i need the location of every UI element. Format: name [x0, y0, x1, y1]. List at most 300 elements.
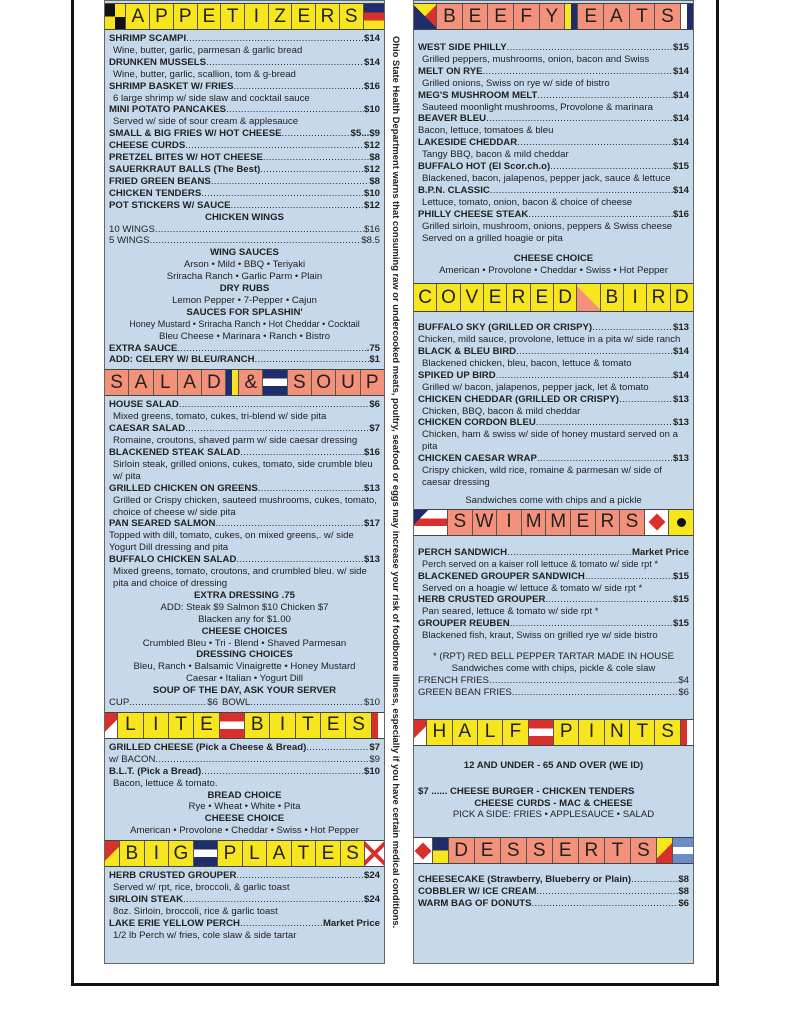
- item-name: GRILLED CHICKEN ON GREENS: [109, 482, 258, 494]
- item-price: $8: [678, 886, 689, 898]
- menu-item: [418, 185, 689, 197]
- item-name: LAKESIDE CHEDDAR: [418, 137, 518, 149]
- soup-title: SOUP OF THE DAY, ASK YOUR SERVER: [152, 685, 337, 697]
- item-name: GRILLED CHEESE (Pick a Cheese & Bread): [109, 741, 307, 753]
- title-letter: B: [245, 713, 270, 738]
- menu-item: [418, 161, 689, 173]
- item-desc: Served w/ side of sour cream & applesauce: [113, 116, 299, 128]
- item-price: Market Price: [631, 546, 689, 558]
- title-letter: H: [427, 720, 452, 745]
- title-letter: A: [178, 370, 202, 395]
- item-price: $14: [363, 33, 380, 44]
- item-price: $14: [672, 184, 689, 196]
- salmon-triangle-flag-icon: [577, 284, 600, 311]
- title-letter: L: [243, 841, 268, 866]
- item-desc: Blackened fish, kraut, Swiss on grilled rye w/ side bistro: [422, 630, 658, 642]
- item-desc: Chicken, ham & swiss w/ side of honey mustard served on a pita: [422, 429, 678, 453]
- title-letter: S: [655, 720, 680, 745]
- cheese-line: American • Provolone • Cheddar • Swiss • Hot Pepper: [130, 825, 359, 837]
- red-cross-flag-icon: [365, 841, 384, 866]
- item-name: WEST SIDE PHILLY: [418, 42, 507, 53]
- item-name: BEAVER BLEU: [418, 113, 487, 125]
- menu-item: [109, 554, 380, 566]
- item-name: LAKE ERIE YELLOW PERCH: [109, 917, 240, 929]
- red-triangle-flag-icon: [105, 713, 118, 738]
- item-price: $13: [672, 393, 689, 405]
- item-price: $15: [672, 618, 689, 630]
- title-letter: E: [553, 838, 579, 863]
- item-name: WARM BAG OF DONUTS: [418, 898, 532, 910]
- item-desc: Sauteed moonlight mushrooms, Provolone & marinara: [422, 101, 653, 113]
- title-letter: W: [473, 510, 498, 535]
- title-letter: S: [341, 841, 366, 866]
- title-letter: E: [571, 510, 596, 535]
- menu-item: [418, 874, 689, 886]
- title-letter: B: [601, 284, 624, 311]
- title-letter: D: [202, 370, 226, 395]
- item-name: HOUSE SALAD: [109, 399, 179, 411]
- item-name: PERCH SANDWICH: [418, 546, 508, 558]
- title-letter: E: [463, 4, 489, 29]
- sauces-line: Arson • Mild • BBQ • Teriyaki: [183, 259, 306, 271]
- title-letter: P: [554, 720, 579, 745]
- item-name: SPIKED UP BIRD: [418, 369, 496, 381]
- title-letter: I: [497, 510, 522, 535]
- title-letter: P: [218, 841, 243, 866]
- item-name: SHRIMP BASKET W/ FRIES: [109, 80, 234, 92]
- menu-item: [418, 346, 689, 358]
- item-price: $9: [369, 753, 380, 765]
- cup-label: CUP: [109, 697, 130, 709]
- title-letter: D: [449, 838, 475, 863]
- desserts-list: [414, 864, 693, 910]
- menu-item: [109, 447, 380, 459]
- title-letter: D: [554, 284, 577, 311]
- item-price: $16: [363, 80, 380, 92]
- sauces-line: Sriracha Ranch • Garlic Parm • Plain: [166, 271, 323, 283]
- title-letter: T: [221, 4, 245, 29]
- item-name: EXTRA SAUCE: [109, 342, 178, 354]
- item-price: Market Price: [322, 917, 380, 929]
- lite-bites-header: [105, 712, 384, 739]
- item-price: $10: [363, 765, 380, 777]
- item-name: B.L.T. (Pick a Bread): [109, 765, 202, 777]
- title-letter: P: [174, 4, 198, 29]
- item-price: $16: [363, 223, 380, 235]
- title-letter: E: [488, 4, 514, 29]
- menu-item: [109, 766, 380, 778]
- item-name: PRETZEL BITES W/ HOT CHEESE: [109, 152, 263, 164]
- menu-item: [109, 399, 380, 411]
- item-price: $13: [672, 417, 689, 429]
- item-name: CAESAR SALAD: [109, 423, 186, 435]
- item-desc: Romaine, croutons, shaved parm w/ side caesar dressing: [113, 435, 358, 447]
- add-line: ADD: Steak $9 Salmon $10 Chicken $7: [160, 601, 329, 613]
- menu-item: [418, 898, 689, 910]
- rubs-line: Lemon Pepper • 7-Pepper • Cajun: [172, 294, 317, 306]
- item-price: $13: [672, 453, 689, 465]
- red-white-flag-icon: [529, 720, 554, 745]
- item-desc: Topped with dill, tomato, cukes, on mixed greens,. w/ side Yogurt Dill dressing and pita: [109, 530, 354, 554]
- appetizers-header: [105, 3, 384, 30]
- menu-item: [109, 188, 380, 200]
- menu-item: [109, 343, 380, 355]
- item-price: $4: [678, 674, 689, 686]
- title-letter: &: [239, 370, 263, 395]
- title-letter: E: [198, 4, 222, 29]
- splash-title: SAUCES FOR SPLASHIN': [186, 306, 303, 318]
- item-price: $15: [672, 42, 689, 53]
- item-desc: Crispy chicken, wild rice, romaine & parmesan w/ side of caesar dressing: [422, 465, 662, 488]
- item-price: $1: [369, 354, 380, 366]
- item-name: w/ BACON: [109, 753, 156, 765]
- title-letter: E: [316, 841, 341, 866]
- title-letter: R: [647, 284, 670, 311]
- item-name: SAUERKRAUT BALLS (The Best): [109, 163, 261, 175]
- title-letter: T: [292, 841, 317, 866]
- title-letter: R: [316, 4, 340, 29]
- item-name: 10 WINGS: [109, 223, 155, 235]
- title-letter: M: [522, 510, 547, 535]
- item-name: MEG'S MUSHROOM MELT: [418, 89, 538, 101]
- blacken-line: Blacken any for $1.00: [198, 613, 291, 625]
- title-letter: Z: [269, 4, 293, 29]
- title-letter: T: [630, 720, 655, 745]
- title-letter: B: [437, 4, 463, 29]
- menu-item: [109, 235, 380, 247]
- item-name: GREEN BEAN FRIES: [418, 686, 512, 698]
- menu-item: [109, 742, 380, 754]
- menu-item: [418, 687, 689, 699]
- sauces-title: WING SAUCES: [210, 247, 279, 259]
- rubs-title: DRY RUBS: [219, 283, 270, 295]
- menu-item: [109, 354, 380, 366]
- blue-white-flag-icon: [673, 838, 693, 863]
- sandwich-note: Sandwiches come with chips, pickle & cole slaw: [451, 662, 656, 674]
- title-letter: S: [501, 838, 527, 863]
- kids-line: $7 ...... CHEESE BURGER - CHICKEN TENDERS: [418, 785, 635, 797]
- white-blue-flag-icon: [681, 4, 693, 29]
- title-letter: P: [361, 370, 384, 395]
- menu-item: [109, 128, 380, 140]
- red-square-flag-icon: [681, 720, 693, 745]
- title-letter: R: [579, 838, 605, 863]
- menu-item: [418, 209, 689, 221]
- item-name: BUFFALO CHICKEN SALAD: [109, 554, 237, 566]
- title-letter: R: [507, 284, 530, 311]
- cheese-line: Crumbled Bleu • Tri - Blend • Shaved Parmesan: [142, 637, 347, 649]
- item-name: ADD: CELERY W/ BLEU/RANCH: [109, 354, 255, 366]
- item-desc: Served on a hoagie w/ lettuce & tomato w/ side rpt *: [422, 582, 643, 594]
- item-price: $10: [363, 104, 380, 116]
- title-letter: S: [655, 4, 681, 29]
- desserts-header: [414, 837, 693, 864]
- item-name: CHICKEN CAESAR WRAP: [418, 453, 537, 465]
- item-name: HERB CRUSTED GROUPER: [418, 594, 546, 606]
- title-letter: F: [503, 720, 528, 745]
- item-name: MINI POTATO PANCAKES: [109, 104, 227, 116]
- menu-item: [109, 423, 380, 435]
- item-desc: Grilled w/ bacon, jalapenos, pepper jack, let & tomato: [422, 381, 649, 393]
- cheese-title: CHEESE CHOICE: [204, 813, 285, 825]
- title-letter: S: [527, 838, 553, 863]
- item-price: $15: [672, 594, 689, 606]
- item-desc: Lettuce, tomato, onion, bacon & choice of cheese: [422, 196, 633, 208]
- cheese-title: CHEESE CHOICE: [513, 253, 594, 265]
- title-letter: L: [154, 370, 178, 395]
- item-desc: Wine, butter, garlic, scallion, tom & g-bread: [113, 68, 296, 80]
- title-letter: E: [292, 4, 316, 29]
- item-desc: Pan seared, lettuce & tomato w/ side rpt *: [422, 606, 599, 618]
- item-desc: Chicken, BBQ, bacon & mild cheddar: [422, 405, 581, 417]
- half-pints-header: [414, 719, 693, 746]
- big-list: [105, 867, 384, 941]
- title-letter: S: [105, 370, 129, 395]
- item-desc: Chicken, mild sauce, provolone, lettuce in a pita w/ side ranch: [418, 334, 681, 346]
- title-letter: I: [579, 720, 604, 745]
- blue-white-flag-icon: [194, 841, 219, 866]
- yellow-blue-flag-icon: [565, 4, 578, 29]
- title-letter: S: [620, 510, 645, 535]
- item-desc: Grilled onions, Swiss on rye w/ side of bistro: [422, 77, 610, 89]
- menu-item: [418, 370, 689, 382]
- rpt-note: * (RPT) RED BELL PEPPER TARTAR MADE IN HOUSE: [433, 651, 674, 663]
- item-name: POT STICKERS W/ SAUCE: [109, 199, 231, 211]
- red-diamond-flag-icon: [414, 838, 433, 863]
- item-price: $6: [369, 399, 380, 411]
- item-desc: Grilled or Crispy chicken, sauteed mushrooms, cukes, tomato, choice of cheese w/ side pita: [113, 494, 377, 518]
- item-desc: Blackened, bacon, jalapenos, pepper jack, sauce & lettuce: [422, 172, 671, 184]
- item-name: PHILLY CHEESE STEAK: [418, 208, 529, 220]
- health-warning: [388, 36, 404, 929]
- title-letter: B: [120, 841, 145, 866]
- title-letter: R: [596, 510, 621, 535]
- lite-list: [105, 739, 384, 837]
- menu-item: [109, 894, 380, 906]
- item-price: $12: [363, 199, 380, 211]
- title-letter: P: [150, 4, 174, 29]
- title-letter: L: [118, 713, 143, 738]
- item-name: GROUPER REUBEN: [418, 618, 510, 630]
- menu-item: [109, 152, 380, 164]
- red-white-flag-icon: [220, 713, 245, 738]
- item-price: $12: [363, 163, 380, 175]
- item-desc: 1/2 lb Perch w/ fries, cole slaw & side tartar: [113, 929, 297, 941]
- item-price: $10: [363, 187, 380, 199]
- item-price: $13: [672, 322, 689, 334]
- title-letter: N: [605, 720, 630, 745]
- menu-item: [418, 618, 689, 630]
- item-name: MELT ON RYE: [418, 65, 483, 77]
- title-letter: S: [340, 4, 364, 29]
- item-price: $14: [672, 113, 689, 125]
- menu-item: [418, 594, 689, 606]
- title-letter: G: [169, 841, 194, 866]
- item-price: $14: [672, 65, 689, 77]
- checkered-flag-icon: [105, 4, 126, 29]
- yellow-dot-flag-icon: [669, 510, 693, 535]
- title-letter: C: [414, 284, 437, 311]
- item-price: $14: [672, 89, 689, 101]
- red-triangle-flag-icon: [414, 720, 427, 745]
- kids-line: PICK A SIDE: FRIES • APPLESAUCE • SALAD: [452, 809, 655, 821]
- item-price: $16: [363, 447, 380, 458]
- item-price: $17: [363, 518, 380, 530]
- item-price: $13: [363, 482, 380, 494]
- cheese-title: CHEESE CHOICES: [201, 625, 288, 637]
- blue-yellow-flag-icon: [226, 370, 239, 395]
- menu-item: [418, 394, 689, 406]
- title-letter: I: [245, 4, 269, 29]
- menu-item: [418, 571, 689, 583]
- title-letter: S: [288, 370, 312, 395]
- title-letter: T: [605, 838, 631, 863]
- splash-line: Bleu Cheese • Marinara • Ranch • Bistro: [158, 330, 331, 342]
- menu-item: [109, 200, 380, 212]
- item-name: PAN SEARED SALMON: [109, 518, 216, 530]
- menu-item: [418, 137, 689, 149]
- cup-price: $6: [207, 697, 218, 709]
- title-letter: I: [145, 841, 170, 866]
- item-name: B.P.N. CLASSIC: [418, 184, 490, 196]
- item-name: SIRLOIN STEAK: [109, 894, 184, 905]
- title-letter: I: [270, 713, 295, 738]
- item-desc: Served w/ rpt, rice, broccoli, & garlic toast: [113, 882, 290, 894]
- item-desc: Perch served on a kaiser roll lettuce & tomato w/ side rpt *: [422, 558, 658, 569]
- item-price: $8: [678, 874, 689, 886]
- title-letter: O: [312, 370, 336, 395]
- item-price: $8: [369, 175, 380, 187]
- bread-line: Rye • Wheat • White • Pita: [188, 801, 301, 813]
- title-letter: T: [169, 713, 194, 738]
- title-letter: U: [336, 370, 360, 395]
- item-price: $24: [363, 870, 380, 882]
- blue-red-flag-icon: [414, 510, 448, 535]
- red-square-flag-icon: [372, 713, 384, 738]
- menu-item: [418, 886, 689, 898]
- item-name: SMALL & BIG FRIES W/ HOT CHEESE: [109, 128, 282, 140]
- item-desc: Grilled peppers, mushrooms, onion, bacon and Swiss: [422, 53, 650, 65]
- swimmers-header: [414, 509, 693, 536]
- item-name: BLACKENED STEAK SALAD: [109, 447, 241, 458]
- dressing-title: DRESSING CHOICES: [196, 649, 293, 661]
- bowl-price: $10: [363, 697, 380, 709]
- item-name: BUFFALO SKY (GRILLED OR CRISPY): [418, 322, 593, 334]
- item-price: $7: [369, 423, 380, 435]
- item-name: BLACKENED GROUPER SANDWICH: [418, 570, 585, 582]
- title-letter: T: [630, 4, 656, 29]
- title-letter: A: [129, 370, 153, 395]
- title-letter: S: [346, 713, 371, 738]
- menu-item: [418, 113, 689, 125]
- item-price: $14: [672, 369, 689, 381]
- menu-item: [109, 164, 380, 176]
- item-desc: Mixed greens, tomato, croutons, and crumbled bleu. w/ side pita and choice of dressing: [113, 566, 367, 589]
- menu-item: [418, 66, 689, 78]
- item-name: CHICKEN TENDERS: [109, 187, 202, 199]
- red-yellow-flag-icon: [105, 841, 120, 866]
- item-price: $12: [363, 140, 380, 152]
- wings-title: CHICKEN WINGS: [205, 211, 284, 223]
- item-price: $15: [672, 161, 689, 173]
- title-letter: F: [514, 4, 540, 29]
- dressing-line: Caesar • Italian • Yogurt Dill: [185, 673, 304, 685]
- item-desc: Bacon, lettuce & tomato.: [113, 777, 218, 789]
- title-letter: T: [296, 713, 321, 738]
- title-letter: E: [578, 4, 604, 29]
- item-price: $13: [363, 554, 380, 566]
- sandwich-note: Sandwiches come with chips and a pickle: [465, 494, 642, 506]
- item-price: $24: [363, 894, 380, 905]
- item-price: $8: [369, 152, 380, 164]
- striped-flag-icon: [364, 4, 384, 29]
- title-letter: M: [546, 510, 571, 535]
- soup-prices: [109, 697, 380, 709]
- red-diamond-flag-icon: [645, 510, 670, 535]
- half-pints-list: [414, 746, 693, 822]
- item-name: DRUNKEN MUSSELS: [109, 56, 207, 68]
- item-price: $7: [369, 741, 380, 753]
- item-price: $16: [672, 208, 689, 220]
- item-name: 5 WINGS: [109, 235, 150, 247]
- title-letter: A: [126, 4, 150, 29]
- item-name: FRENCH FRIES: [418, 674, 489, 686]
- navy-x-flag-icon: [414, 4, 437, 29]
- item-name: CHEESE CURDS: [109, 140, 186, 152]
- item-desc: 8oz. Sirloin, broccoli, rice & garlic toast: [113, 905, 278, 917]
- item-price: .75: [366, 342, 380, 354]
- bowl-label: BOWL: [221, 697, 251, 709]
- title-letter: E: [475, 838, 501, 863]
- title-letter: E: [194, 713, 219, 738]
- menu-item: [109, 140, 380, 152]
- item-price: $5...$9: [350, 128, 380, 140]
- item-price: $15: [672, 570, 689, 582]
- item-name: CHICKEN CORDON BLEU: [418, 417, 536, 429]
- item-price: $14: [672, 137, 689, 149]
- menu-item: [109, 754, 380, 766]
- yellow-red-flag-icon: [657, 838, 673, 863]
- item-name: HERB CRUSTED GROUPER: [109, 870, 237, 882]
- menu-item: [109, 224, 380, 236]
- item-desc: Bacon, lettuce, tomatoes & bleu: [418, 125, 554, 137]
- menu-item: [418, 675, 689, 687]
- title-letter: V: [461, 284, 484, 311]
- menu-item: [418, 547, 689, 559]
- item-desc: Grilled sirloin, mushroom, onions, peppers & Swiss cheese Served on a grilled hoagie or pita: [422, 220, 673, 244]
- big-plates-header: [105, 840, 384, 867]
- item-desc: Wine, butter, garlic, parmesan & garlic bread: [113, 44, 303, 56]
- title-letter: S: [631, 838, 657, 863]
- menu-item: [109, 33, 380, 45]
- menu-item: [109, 81, 380, 93]
- menu-item: [109, 918, 380, 930]
- item-price: $6: [678, 898, 689, 910]
- title-letter: A: [604, 4, 630, 29]
- menu-item: [109, 870, 380, 882]
- menu-item: [418, 42, 689, 54]
- blue-white-flag-icon: [263, 370, 287, 395]
- item-price: $6: [678, 686, 689, 698]
- item-name: CHICKEN CHEDDAR (GRILLED OR CRISPY): [418, 393, 619, 405]
- item-name: CHEESECAKE (Strawberry, Blueberry or Plain): [418, 874, 632, 886]
- menu-item: [109, 518, 380, 530]
- salad-soup-header: [105, 369, 384, 396]
- splash-line: Honey Mustard • Sriracha Ranch • Hot Cheddar • Cocktail: [129, 318, 360, 329]
- title-letter: A: [453, 720, 478, 745]
- menu-item: [109, 104, 380, 116]
- swimmers-list: [414, 536, 693, 699]
